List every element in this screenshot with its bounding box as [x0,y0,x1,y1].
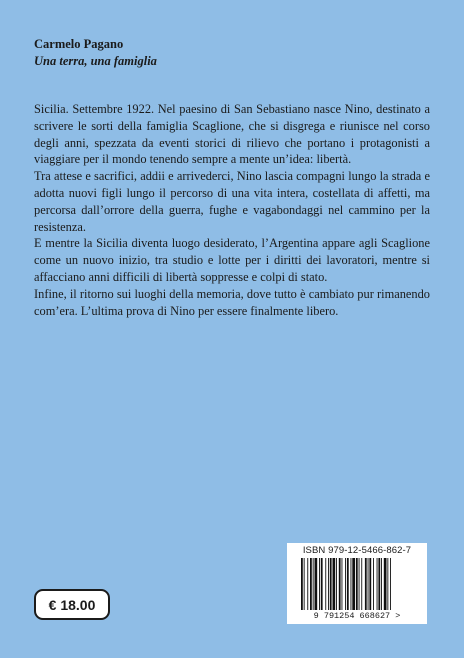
book-title: Una terra, una famiglia [34,54,157,68]
isbn-text: ISBN 979-12-5466-862-7 [302,545,412,556]
blurb [34,101,430,319]
blurb-paragraph: Sicilia. Settembre 1922. Nel paesino di San Sebastiano nasce Nino, destinato a scrivere le sorti della famiglia Scaglione, che si disgrega e riunisce nel corso degli anni, spezzata da eventi storici di rilievo che portano i protagonisti a viaggiare per il mondo tenendo sempre a mente un’idea: libertà. [34,102,430,167]
barcode-label [287,543,427,624]
blurb-paragraph: Tra attese e sacrifici, addii e arrivederci, Nino lascia compagni lungo la strada e adotta nuovi figli lungo il percorso di una vita intera, costellata di affetti, ma percorsa dall’orrore della guerra, fughe e vagabondaggi nel cammino per la resistenza. [34,169,430,234]
barcode-icon [293,558,421,614]
barcode-digits: 9 791254 668627 > [313,611,401,621]
blurb-paragraph: E mentre la Sicilia diventa luogo desiderato, l’Argentina appare agli Scaglione come un nuovo inizio, tra studio e lotte per i diritti dei lavoratori, mentre si affacciano anni difficili di libertà soppresse e colpi di stato. [34,236,430,284]
price-badge: € 18.00 [34,589,110,620]
blurb-paragraph: Infine, il ritorno sui luoghi della memoria, dove tutto è cambiato pur rimanendo com’era. L’ultima prova di Nino per essere finalmente libero. [34,286,430,318]
author-name: Carmelo Pagano [34,37,124,51]
